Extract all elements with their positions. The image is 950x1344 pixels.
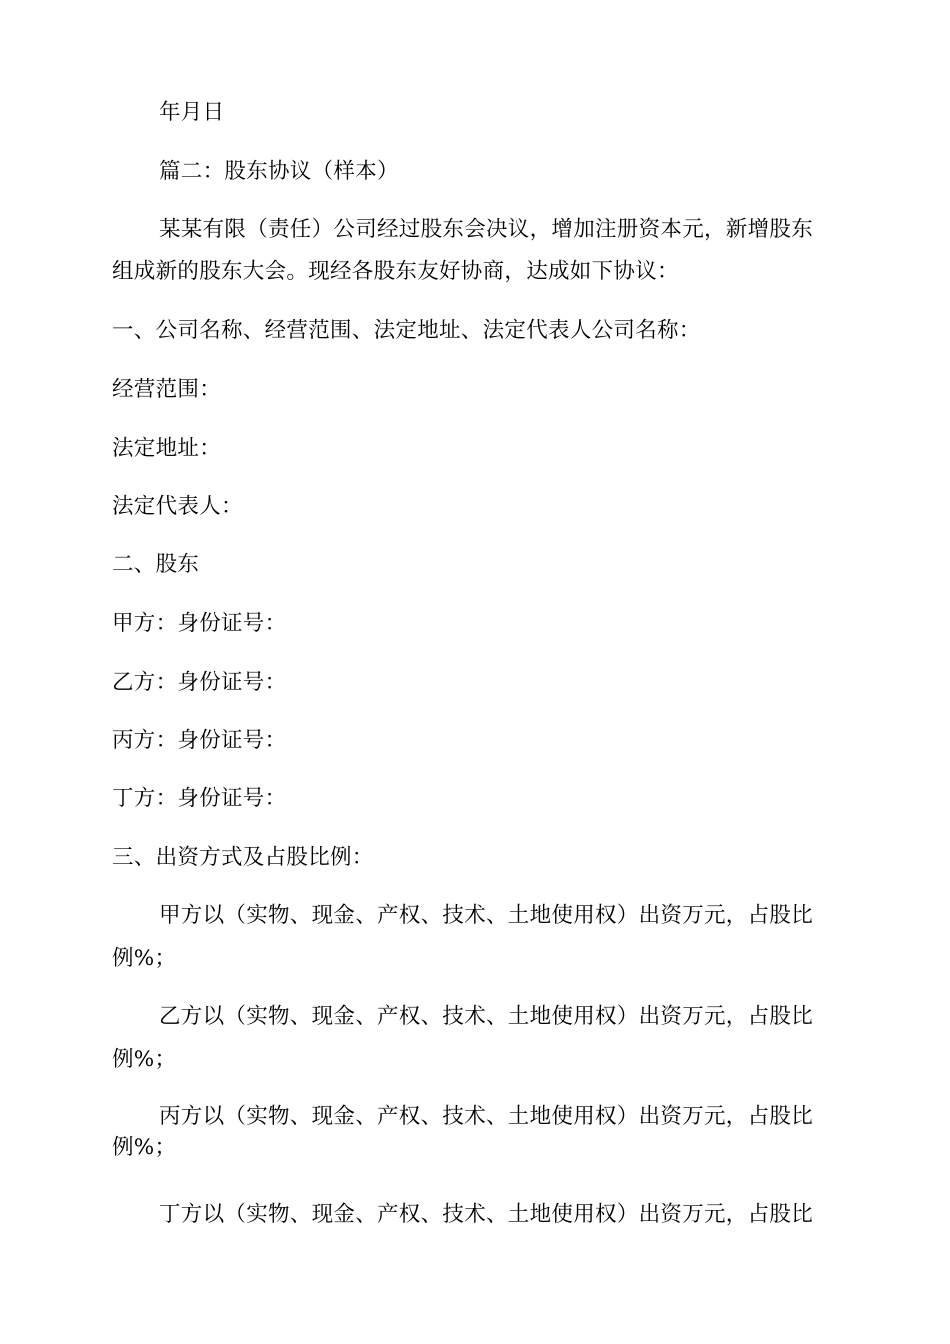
party-b-line: 乙方：身份证号： xyxy=(112,670,287,695)
party-c-line: 丙方：身份证号： xyxy=(112,728,287,753)
clause-1-heading: 一、公司名称、经营范围、法定地址、法定代表人公司名称： xyxy=(112,318,701,343)
contribution-b-line-2: 例%； xyxy=(112,1047,177,1072)
contribution-a-line-1: 甲方以（实物、现金、产权、技术、土地使用权）出资万元，占股比 xyxy=(159,903,814,928)
legal-address-label: 法定地址： xyxy=(112,436,222,461)
contribution-a-line-2: 例%； xyxy=(112,946,177,971)
legal-representative-label: 法定代表人： xyxy=(112,494,243,519)
date-line: 年月日 xyxy=(159,100,225,125)
intro-paragraph-line-1: 某某有限（责任）公司经过股东会决议，增加注册资本元，新增股东 xyxy=(159,217,814,242)
section-title: 篇二：股东协议（样本） xyxy=(159,159,399,184)
contribution-d-line-1: 丁方以（实物、现金、产权、技术、土地使用权）出资万元，占股比 xyxy=(159,1202,814,1227)
contribution-b-line-1: 乙方以（实物、现金、产权、技术、土地使用权）出资万元，占股比 xyxy=(159,1004,814,1029)
clause-3-heading: 三、出资方式及占股比例： xyxy=(112,845,374,870)
party-a-line: 甲方：身份证号： xyxy=(112,611,287,636)
contribution-c-line-1: 丙方以（实物、现金、产权、技术、土地使用权）出资万元，占股比 xyxy=(159,1104,814,1129)
intro-paragraph-line-2: 组成新的股东大会。现经各股东友好协商，达成如下协议： xyxy=(112,259,679,284)
clause-2-heading: 二、股东 xyxy=(112,552,200,577)
business-scope-label: 经营范围： xyxy=(112,377,222,402)
party-d-line: 丁方：身份证号： xyxy=(112,786,287,811)
contribution-c-line-2: 例%； xyxy=(112,1135,177,1160)
